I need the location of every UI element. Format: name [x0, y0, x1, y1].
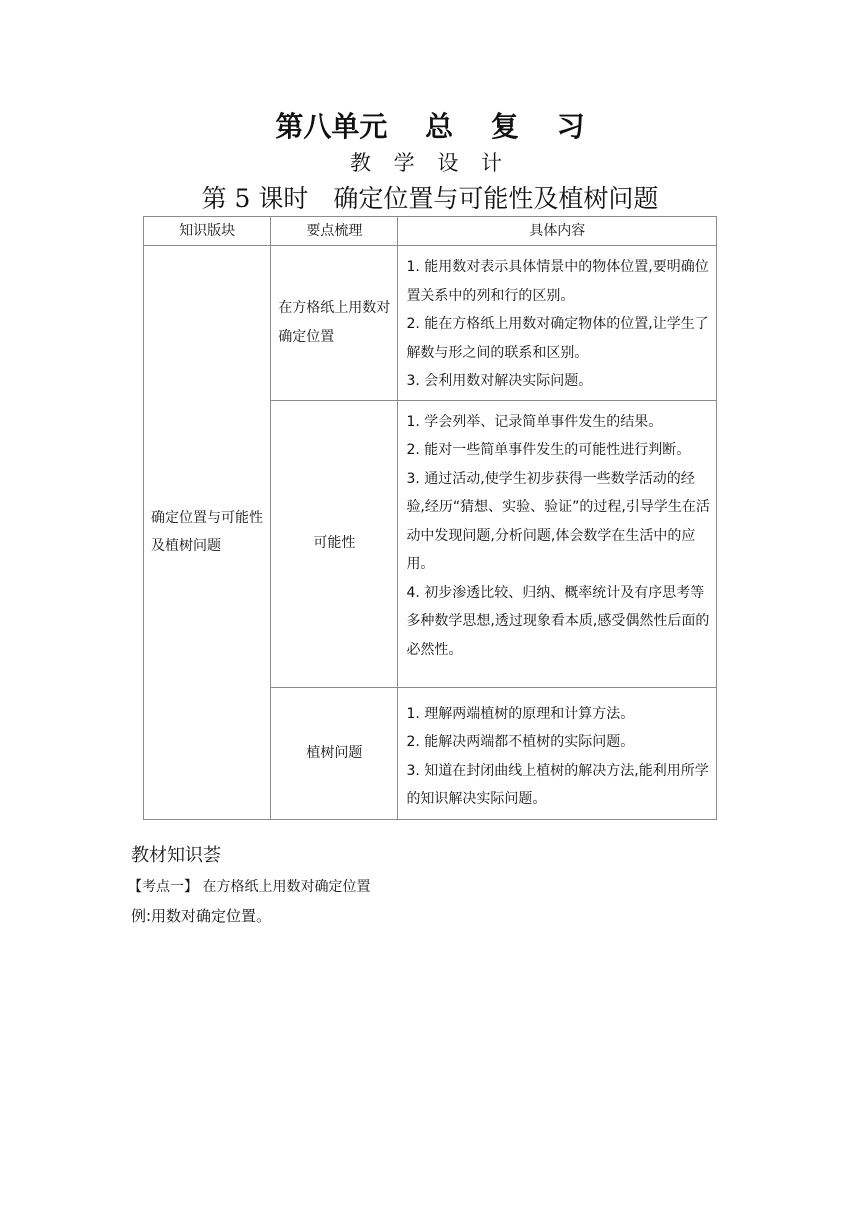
example-text: 例:用数对确定位置。 — [131, 907, 272, 925]
table-header-row — [144, 217, 717, 246]
page-title: 第八单元 总 复 习 — [275, 110, 585, 143]
header-specific-content: 具体内容 — [398, 217, 717, 246]
content-item: 1. 理解两端植树的原理和计算方法。 — [406, 705, 635, 722]
table-row — [144, 246, 717, 401]
lesson-title: 第 5 课时 确定位置与可能性及植树问题 — [201, 184, 659, 213]
key-point-label: 【考点一】 在方格纸上用数对确定位置 — [128, 879, 371, 895]
content-item: 2. 能对一些简单事件发生的可能性进行判断。 — [406, 442, 691, 458]
header-key-points: 要点梳理 — [271, 217, 398, 246]
content-item: 2. 能在方格纸上用数对确定物体的位置,让学生了解数与形之间的联系和区别。 — [406, 316, 709, 361]
content-item: 3. 通过活动,使学生初步获得一些数学活动的经验,经历“猜想、实验、验证”的过程,引导学生在活动中发现问题,分析问题,体会数学在生活中的应用。 — [406, 470, 710, 572]
content-cell — [398, 246, 717, 401]
key-point-cell: 在方格纸上用数对确定位置 — [271, 246, 398, 401]
content-item: 4. 初步渗透比较、归纳、概率统计及有序思考等多种数学思想,透过现象看本质,感受偶然性后面的必然性。 — [406, 584, 710, 658]
teaching-design-table — [143, 216, 717, 820]
section-heading: 教材知识荟 — [131, 845, 221, 866]
header-knowledge-block: 知识版块 — [144, 217, 271, 246]
content-item: 3. 会利用数对解决实际问题。 — [406, 373, 593, 389]
content-item: 1. 能用数对表示具体情景中的物体位置,要明确位置关系中的列和行的区别。 — [406, 259, 709, 304]
knowledge-block-cell: 确定位置与可能性及植树问题 — [144, 246, 271, 820]
key-point-cell: 植树问题 — [271, 687, 398, 819]
content-item: 1. 学会列举、记录简单事件发生的结果。 — [406, 413, 663, 430]
content-cell — [398, 400, 717, 687]
key-point-cell: 可能性 — [271, 400, 398, 687]
content-item: 2. 能解决两端都不植树的实际问题。 — [406, 734, 635, 750]
content-item: 3. 知道在封闭曲线上植树的解决方法,能利用所学的知识解决实际问题。 — [406, 762, 709, 807]
content-cell — [398, 687, 717, 819]
page-subtitle: 教 学 设 计 — [349, 151, 511, 175]
